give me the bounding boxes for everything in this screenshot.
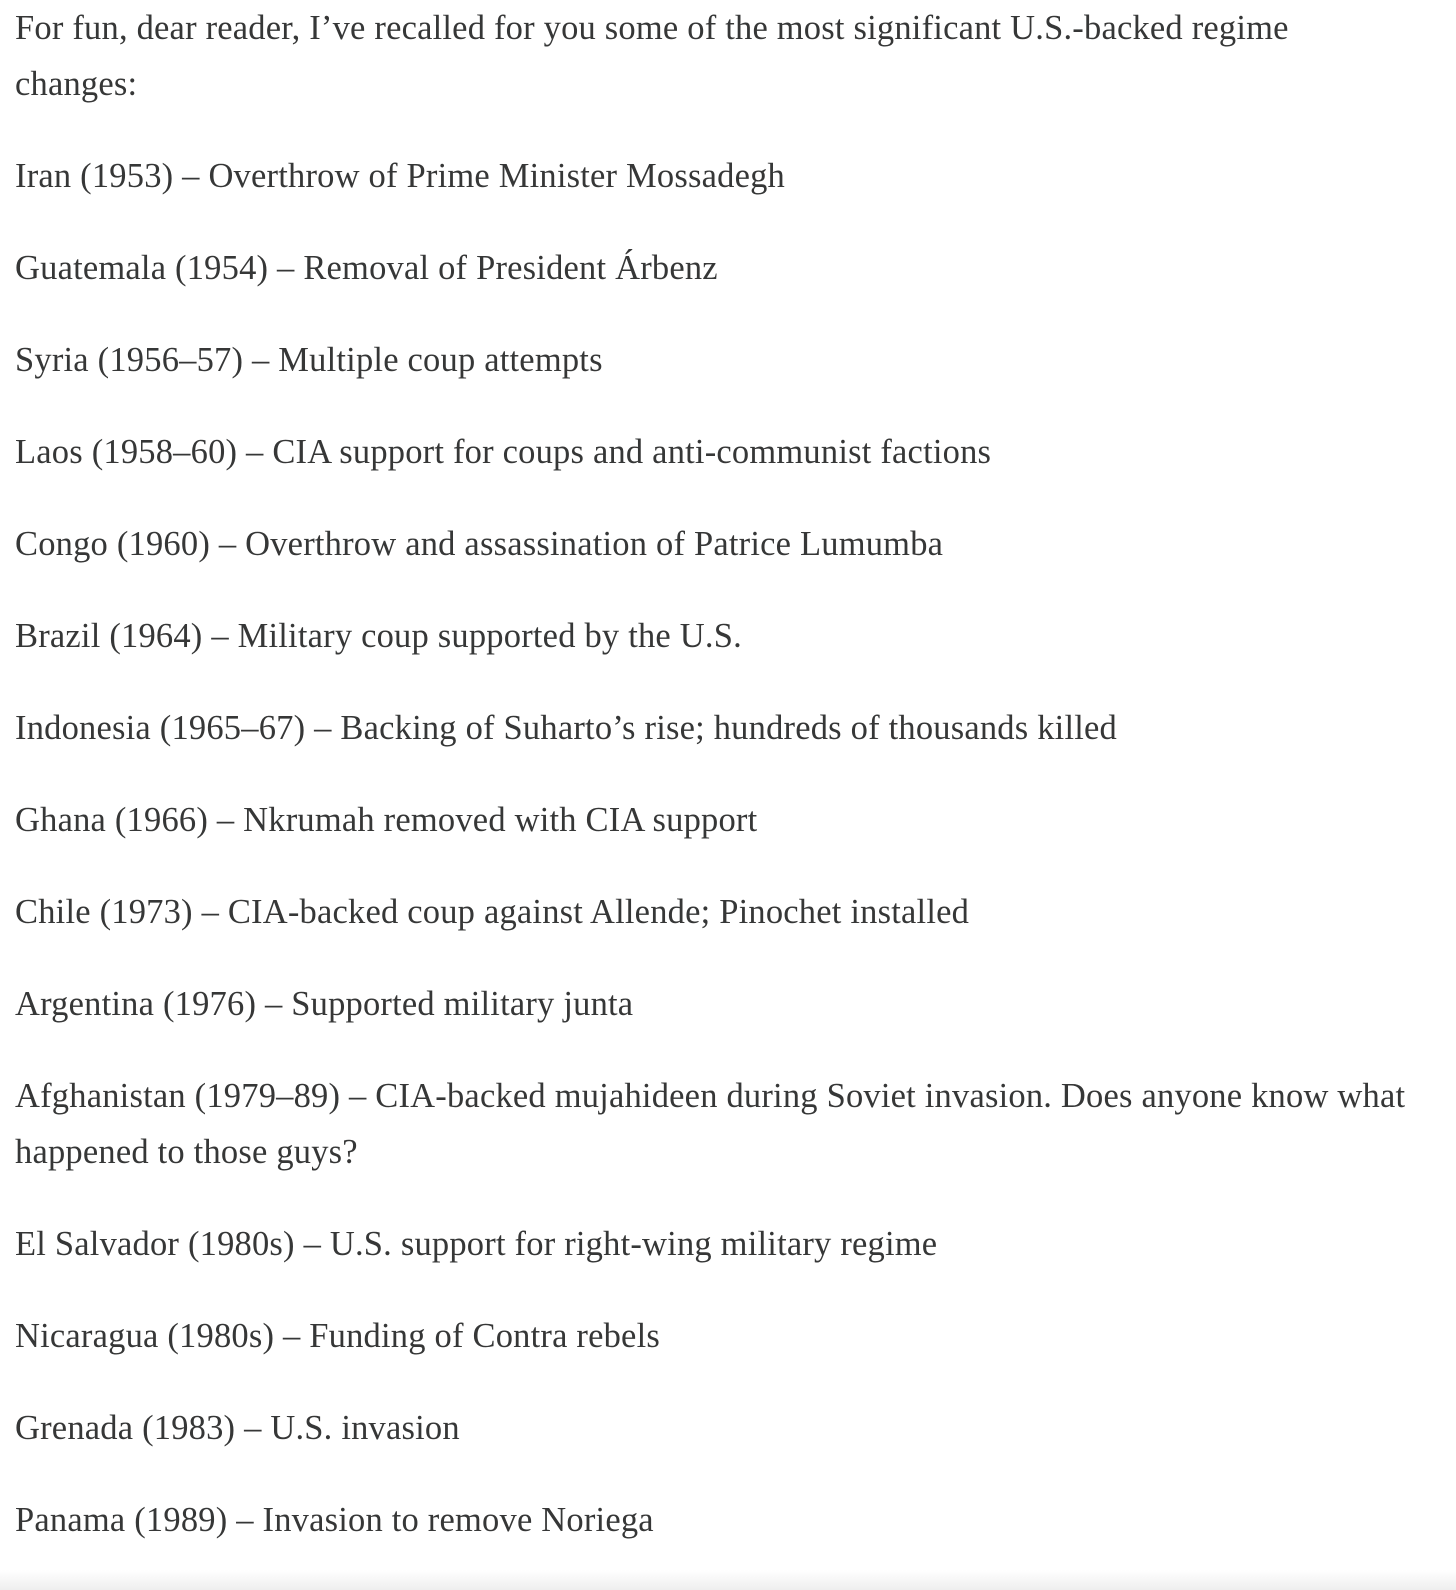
list-item: Chile (1973) – CIA-backed coup against Allende; Pinochet installed — [15, 893, 970, 931]
list-item: Indonesia (1965–67) – Backing of Suharto’s rise; hundreds of thousands killed — [15, 709, 1117, 747]
list-item: Afghanistan (1979–89) – CIA-backed mujahideen during Soviet invasion. Does anyone know what happened to those guys? — [15, 1077, 1406, 1171]
list-item: Panama (1989) – Invasion to remove Noriega — [15, 1501, 654, 1539]
list-item: Syria (1956–57) – Multiple coup attempts — [15, 341, 603, 379]
intro-paragraph: For fun, dear reader, I’ve recalled for you some of the most significant U.S.-backed regime changes: — [15, 9, 1289, 103]
list-item: Nicaragua (1980s) – Funding of Contra rebels — [15, 1317, 660, 1355]
list-item: El Salvador (1980s) – U.S. support for right-wing military regime — [15, 1225, 938, 1263]
list-item: Grenada (1983) – U.S. invasion — [15, 1409, 460, 1447]
list-item: Guatemala (1954) – Removal of President Árbenz — [15, 249, 718, 287]
list-item: Iran (1953) – Overthrow of Prime Minister Mossadegh — [15, 157, 786, 195]
list-item: Brazil (1964) – Military coup supported by the U.S. — [15, 617, 742, 655]
list-item: Ghana (1966) – Nkrumah removed with CIA support — [15, 801, 758, 839]
bottom-edge-shadow — [0, 1570, 1456, 1590]
list-item: Laos (1958–60) – CIA support for coups and anti-communist factions — [15, 433, 992, 471]
list-item: Argentina (1976) – Supported military junta — [15, 985, 634, 1023]
list-item: Congo (1960) – Overthrow and assassination of Patrice Lumumba — [15, 525, 944, 563]
article-body — [15, 0, 1415, 1548]
